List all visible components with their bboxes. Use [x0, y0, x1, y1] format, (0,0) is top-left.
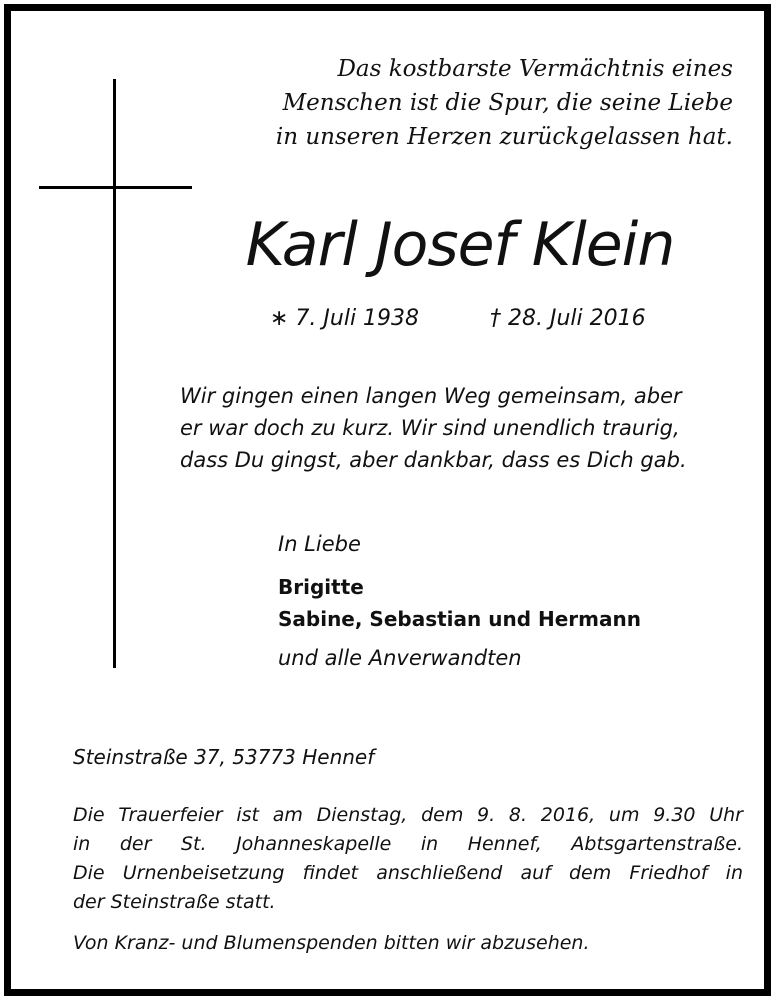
birth-date: ∗ 7. Juli 1938	[270, 306, 420, 331]
family-name-line: Brigitte	[278, 575, 364, 599]
funeral-line: Die Trauerfeier ist am Dienstag, dem 9. 8. 2016, um 9.30 Uhr	[73, 804, 743, 826]
funeral-line: der Steinstraße statt.	[73, 891, 276, 913]
memorial-verse	[180, 380, 740, 476]
family-names	[278, 571, 641, 635]
motto-line: Das kostbarste Vermächtnis eines	[337, 56, 733, 82]
verse-line: dass Du gingst, aber dankbar, dass es Dich gab.	[180, 448, 687, 472]
family-signoff	[278, 529, 641, 673]
relatives-line: und alle Anverwandten	[278, 646, 522, 670]
cross-icon	[113, 79, 116, 668]
death-date: † 28. Juli 2016	[490, 306, 646, 331]
deceased-name: Karl Josef Klein	[245, 210, 675, 280]
motto-line: in unseren Herzen zurückgelassen hat.	[275, 124, 733, 150]
funeral-line: Die Urnenbeisetzung findet anschließend auf dem Friedhof in	[73, 862, 743, 884]
family-address: Steinstraße 37, 53773 Hennef	[73, 745, 375, 769]
motto-line: Menschen ist die Spur, die seine Liebe	[282, 90, 733, 116]
funeral-line: in der St. Johanneskapelle in Hennef, Abtsgartenstraße.	[73, 833, 743, 855]
cross-icon-bar	[39, 186, 192, 189]
family-name-line: Sabine, Sebastian und Hermann	[278, 607, 641, 631]
motto-quote	[253, 52, 733, 154]
verse-line: er war doch zu kurz. Wir sind unendlich traurig,	[180, 416, 680, 440]
signoff-intro: In Liebe	[278, 532, 361, 556]
verse-line: Wir gingen einen langen Weg gemeinsam, aber	[180, 384, 682, 408]
funeral-details	[73, 801, 743, 917]
flowers-request: Von Kranz- und Blumenspenden bitten wir abzusehen.	[73, 932, 590, 954]
